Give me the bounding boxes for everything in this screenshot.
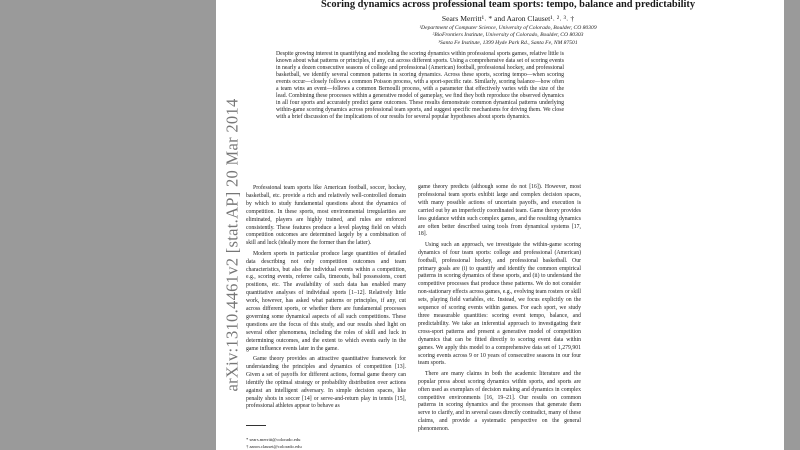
abstract: Despite growing interest in quantifying and modeling the scoring dynamics within professional sports games, relative little is known about what patterns or principles, if any, cut across different sports. Using a comprehensive data set of scoring events in nearly a dozen consecutive seasons of college and professional (American) football, professional hockey, and professional basketball, we identify several common patterns in scoring dynamics. Across these sports, scoring tempo—when scoring events occur—closely follows a common Poisson process, with a sport-specific rate. Similarly, scoring balance—how often a team wins an event—follows a common Bernoulli process, with a parameter that effectively varies with the size of the lead. Combining these processes within a generative model of gameplay, we find they both reproduce the observed dynamics in all four sports and accurately predict game outcomes. These results demonstrate common dynamical patterns underlying within-game scoring dynamics across professional team sports, and suggest specific mechanisms for driving them. We close with a brief discussion of the implications of our results for several popular hypotheses about sports dynamics.: [276, 51, 564, 120]
body-paragraph: Using such an approach, we investigate the within-game scoring dynamics of four team sports: college and professional (American) football, professional hockey, and professional basketball. Our primary goals are (i) to quantify and identify the common empirical patterns in scoring dynamics of these sports, and (ii) to understand the competitive processes that produce these patterns. We do not consider non-stationary effects across games, e.g., evolving team rosters or skill sets, playing field variables, etc. Instead, we focus explicitly on the sequence of scoring events within games. For each sport, we study three measurable quantities: scoring event tempo, balance, and predictability. We take an inferential approach to investigating their cross-sport patterns and present a generative model of competition dynamics that can be fitted directly to scoring event data within games. We apply this model to a comprehensive data set of 1,279,901 scoring events across 9 or 10 years of consecutive seasons in our four team sports.: [418, 241, 581, 367]
footnote-email-merritt[interactable]: * sears.merritt@colorado.edu: [246, 437, 301, 442]
footnote-email-clauset[interactable]: † aaron.clauset@colorado.edu: [246, 444, 302, 450]
footnotes: [246, 436, 406, 450]
body-paragraph: Professional team sports like American football, soccer, hockey, basketball, etc. provide a rich and relatively well-controlled domain by which to study fundamental questions about the dynamics of competition. In these sports, most environmental irregularities are eliminated, players are highly trained, and rules are enforced consistently. These features produce a level playing field on which competition outcomes are determined largely by a combination of skill and luck (ideally more the former than the latter).: [246, 185, 406, 247]
body-column-left: [246, 185, 406, 414]
affiliation-biofrontiers: ²BioFrontiers Institute, University of Colorado, Boulder, CO 80303: [432, 32, 584, 39]
arxiv-stamp-text: arXiv:1310.4461v2 [stat.AP] 20 Mar 2014: [223, 98, 242, 392]
arxiv-stamp: [222, 95, 244, 395]
body-paragraph: game theory predicts (although some do not [16]). However, most professional team sports exhibit large and complex decision spaces, with many possible actions of uncertain payoffs, and execution is carried out by an imperfectly coordinated team. Game theory provides less guidance within such complex games, and the resulting dynamics are often better described using tools from dynamical systems [17, 18].: [418, 184, 581, 238]
affiliation-cs: ¹Department of Computer Science, University of Colorado, Boulder, CO 80309: [419, 25, 597, 31]
body-paragraph: There are many claims in both the academic literature and the popular press about scoring dynamics within sports, and sports are often used as exemplars of decision making and dynamics in complex competitive environments [16, 19–21]. Our results on common patterns in scoring dynamics and the processes that generate them serve to clarify, and in several cases directly contradict, many of these claims, and provide a systematic perspective on the general phenomenon.: [418, 370, 581, 433]
author-line: Sears Merritt¹˒ * and Aaron Clauset¹˒ ²˒ ³˒ †: [441, 14, 575, 23]
body-paragraph: Modern sports in particular produce large quantities of detailed data describing not only competition outcomes and team characteristics, but also the individual events within a competition, e.g., scoring events, referee calls, timeouts, ball possessions, court positions, etc. The availability of such data has enabled many quantitative analyses of individual sports [1–12]. Relatively little work, however, has asked what patterns or principles, if any, cut across different sports, or whether there are fundamental processes governing some dynamical aspects of all such competitions. These questions are the focus of this study, and our results shed light on several other phenomena, including the roles of skill and luck in determining outcomes, and the extent to which events early in the game influence events later in the game.: [246, 250, 406, 352]
body-column-right: [418, 184, 581, 437]
affiliation-sfi: ³Santa Fe Institute, 1399 Hyde Park Rd., Santa Fe, NM 87501: [438, 39, 578, 46]
body-paragraph: Game theory provides an attractive quantitative framework for understanding the principles and dynamics of competition [13]. Given a set of payoffs for different actions, formal game theory can identify the optimal strategy or probability distribution over actions against an intelligent adversary. In simple decision spaces, like penalty shots in soccer [14] or serve-and-return play in tennis [15], professional athletes appear to behave as: [246, 356, 406, 410]
paper-title: Scoring dynamics across professional team sports: tempo, balance and predictability: [320, 0, 696, 10]
footnote-rule: [246, 425, 266, 426]
affiliations: [216, 25, 800, 47]
